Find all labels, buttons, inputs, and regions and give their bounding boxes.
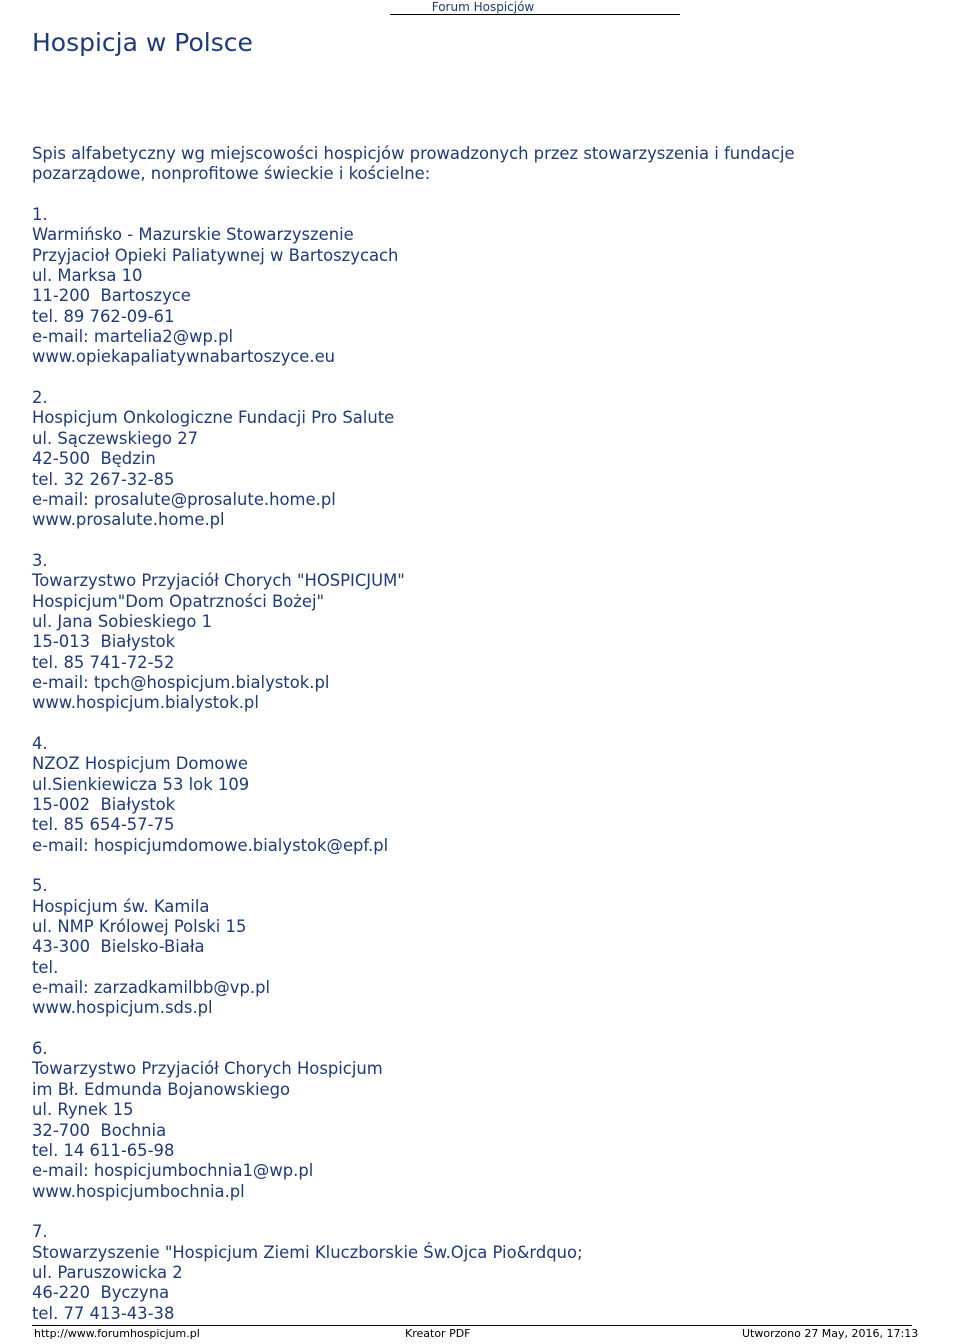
entry-email[interactable]: e-mail: hospicjumdomowe.bialystok@epf.pl [32,835,389,855]
entry-number: 5. [32,876,48,896]
footer-url[interactable]: http://www.forumhospicjum.pl [34,1327,200,1340]
hospice-entry [32,1222,912,1324]
entry-website-link[interactable]: www.hospicjum.sds.pl [32,998,213,1018]
entry-phone: tel. 89 762-09-61 [32,306,175,326]
intro-paragraph [32,144,912,185]
entry-email[interactable]: e-mail: prosalute@prosalute.home.pl [32,489,336,509]
entry-email[interactable]: e-mail: tpch@hospicjum.bialystok.pl [32,672,330,692]
entry-name-line: im Bł. Edmunda Bojanowskiego [32,1079,291,1099]
entry-postal-city: 15-002 Białystok [32,795,176,814]
entry-phone: tel. 85 654-57-75 [32,815,175,835]
hospice-entry [32,205,912,368]
entry-name-line: Hospicjum Onkologiczne Fundacji Pro Salute [32,408,395,428]
entry-postal-city: 46-220 Byczyna [32,1283,170,1303]
entry-postal-city: 43-300 Bielsko-Biała [32,937,205,957]
entry-postal-city: 11-200 Bartoszyce [32,286,191,306]
entry-address: ul. Marksa 10 [32,266,143,286]
footer-created-date: Utworzono 27 May, 2016, 17:13 [742,1327,919,1340]
entry-name-line: Towarzystwo Przyjaciół Chorych "HOSPICJUM" [32,571,405,591]
entry-email[interactable]: e-mail: hospicjumbochnia1@wp.pl [32,1161,314,1181]
entry-name-line: Warmińsko - Mazurskie Stowarzyszenie [32,225,354,245]
entry-phone: tel. 14 611-65-98 [32,1140,175,1160]
hospice-entry [32,388,912,530]
entry-address: ul.Sienkiewicza 53 lok 109 [32,774,250,794]
header-site-name: Forum Hospicjów [431,0,535,14]
hospice-entry [32,876,912,1018]
entry-address: ul. NMP Królowej Polski 15 [32,917,247,937]
entry-name-line: Hospicjum św. Kamila [32,896,210,916]
intro-line: pozarządowe, nonprofitowe świeckie i kościelne: [32,164,431,184]
entry-number: 1. [32,205,48,225]
entry-phone: tel. 85 741-72-52 [32,652,175,672]
entry-postal-city: 42-500 Będzin [32,449,156,469]
entry-address: ul. Rynek 15 [32,1100,134,1120]
entry-number: 3. [32,550,48,570]
entry-website-link[interactable]: www.hospicjumbochnia.pl [32,1181,245,1201]
hospice-list [32,205,912,1324]
entry-postal-city: 15-013 Białystok [32,632,176,652]
document-body [32,144,912,1344]
entry-website-link[interactable]: www.hospicjum.bialystok.pl [32,693,259,713]
page-header [390,0,680,15]
entry-phone: tel. [32,957,59,977]
footer-generator: Kreator PDF [405,1327,471,1340]
entry-address: ul. Paruszowicka 2 [32,1262,183,1282]
entry-email[interactable]: e-mail: zarzadkamilbb@vp.pl [32,978,271,998]
entry-name-line: Hospicjum"Dom Opatrzności Bożej" [32,591,325,611]
page-title: Hospicja w Polsce [32,28,253,57]
entry-email[interactable]: e-mail: martelia2@wp.pl [32,327,234,347]
hospice-entry [32,734,912,856]
entry-number: 2. [32,388,48,408]
entry-address: ul. Sączewskiego 27 [32,428,199,448]
hospice-entry [32,551,912,714]
entry-name-line: Towarzystwo Przyjaciół Chorych Hospicjum [32,1059,383,1079]
entry-phone: tel. 32 267-32-85 [32,469,175,489]
entry-number: 4. [32,733,48,753]
entry-name-line: Stowarzyszenie "Hospicjum Ziemi Kluczborskie Św.Ojca Pio&rdquo; [32,1242,583,1262]
entry-postal-city: 32-700 Bochnia [32,1120,167,1140]
page-footer [0,1325,960,1341]
hospice-entry [32,1039,912,1202]
entry-website-link[interactable]: www.prosalute.home.pl [32,510,225,530]
entry-website-link[interactable]: www.opiekapaliatywnabartoszyce.eu [32,347,336,367]
entry-number: 6. [32,1039,48,1059]
entry-name-line: NZOZ Hospicjum Domowe [32,754,248,774]
entry-name-line: Przyjacioł Opieki Paliatywnej w Bartoszycach [32,245,399,265]
intro-line: Spis alfabetyczny wg miejscowości hospicjów prowadzonych przez stowarzyszenia i fundacje [32,144,795,163]
entry-number: 7. [32,1222,48,1242]
entry-phone: tel. 77 413-43-38 [32,1303,175,1323]
entry-address: ul. Jana Sobieskiego 1 [32,611,213,631]
